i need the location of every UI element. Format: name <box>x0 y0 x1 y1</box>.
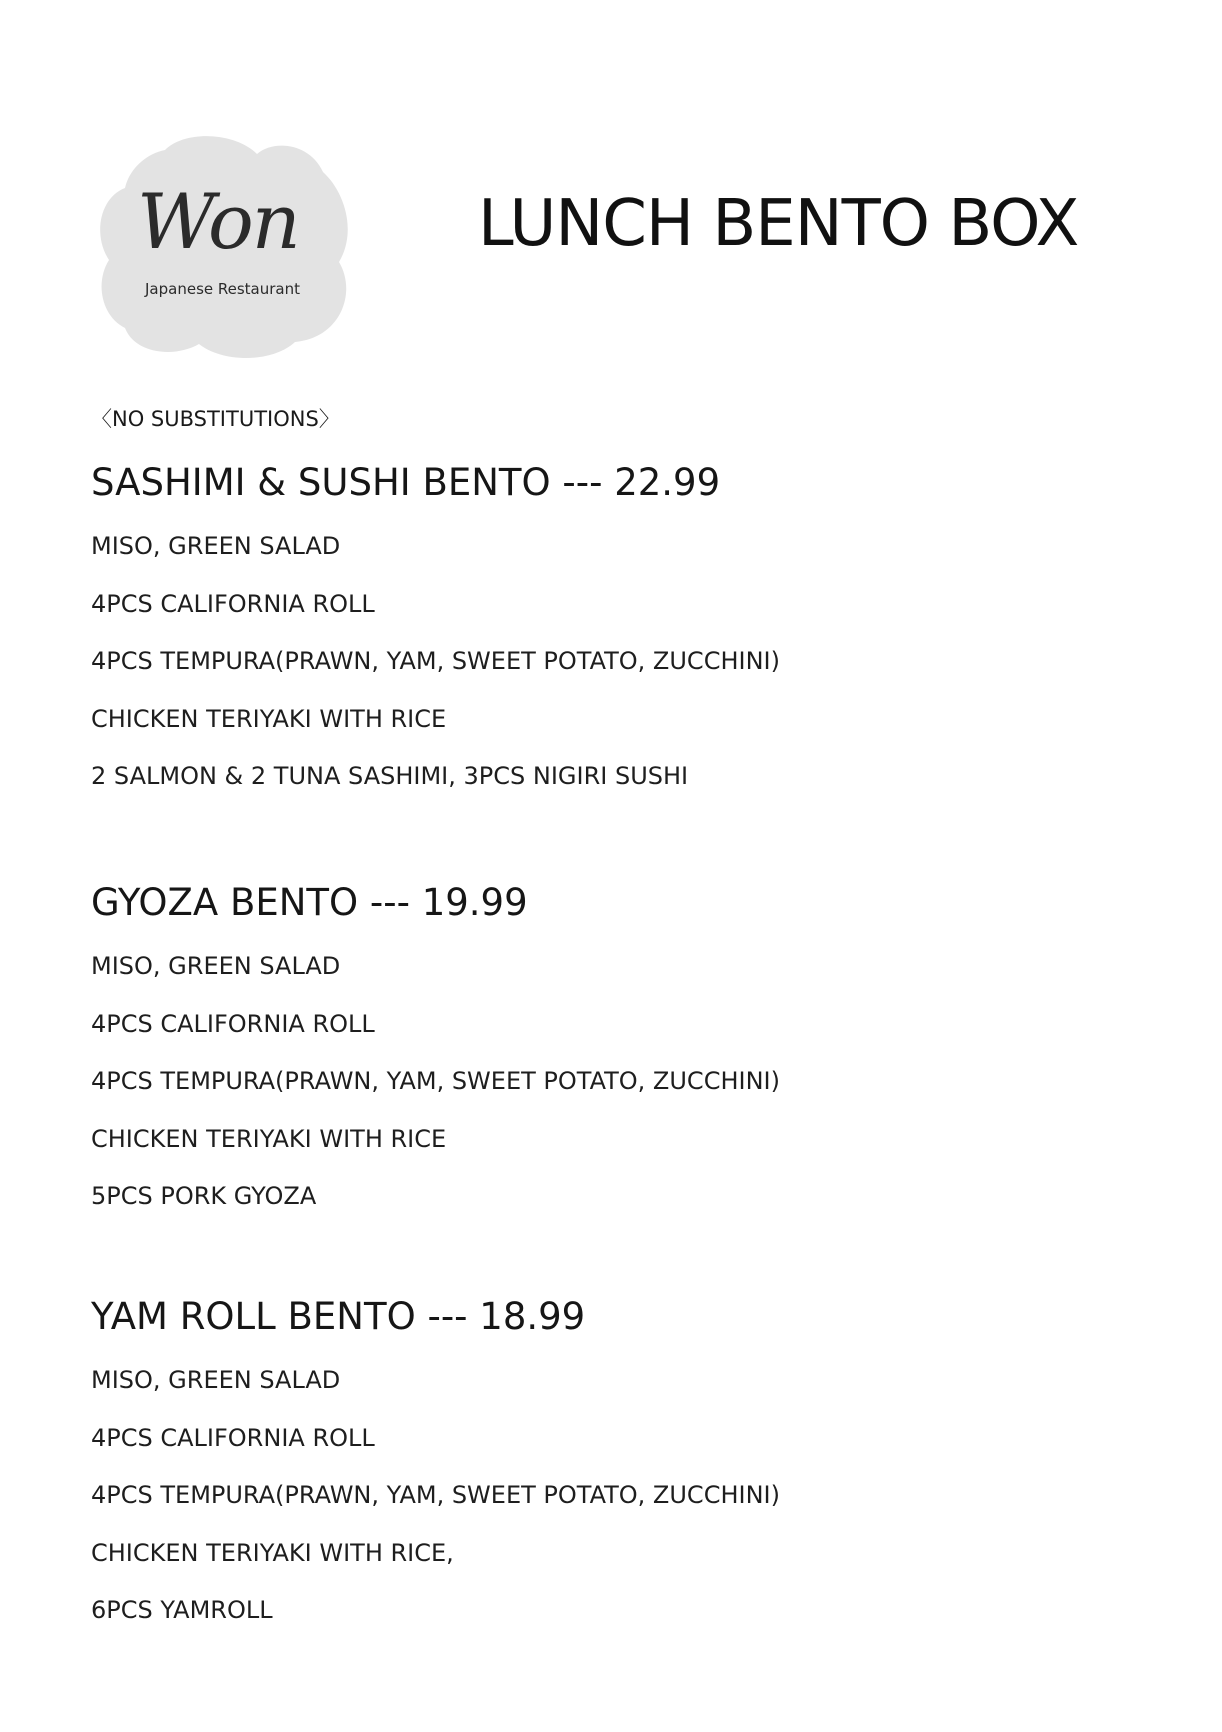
list-item: 5PCS PORK GYOZA <box>91 1182 317 1210</box>
section-title: SASHIMI & SUSHI BENTO --- 22.99 <box>91 461 721 504</box>
menu-section-gyoza <box>91 880 780 1226</box>
page-title: LUNCH BENTO BOX <box>478 187 1079 261</box>
list-item: 4PCS CALIFORNIA ROLL <box>91 589 375 618</box>
list-item: 4PCS CALIFORNIA ROLL <box>91 1009 375 1038</box>
list-item: 4PCS TEMPURA(PRAWN, YAM, SWEET POTATO, ZUCCHINI) <box>91 1067 780 1095</box>
list-item: 4PCS CALIFORNIA ROLL <box>91 1423 375 1452</box>
list-item: 4PCS TEMPURA(PRAWN, YAM, SWEET POTATO, ZUCCHINI) <box>91 1481 780 1509</box>
section-title: YAM ROLL BENTO --- 18.99 <box>91 1295 586 1338</box>
menu-section-sashimi-sushi <box>91 460 780 806</box>
list-item: MISO, GREEN SALAD <box>91 952 341 980</box>
list-item: MISO, GREEN SALAD <box>91 1366 341 1394</box>
restaurant-logo <box>95 132 355 364</box>
item-list <box>91 518 780 806</box>
list-item: 4PCS TEMPURA(PRAWN, YAM, SWEET POTATO, ZUCCHINI) <box>91 647 780 675</box>
item-list <box>91 1352 780 1640</box>
logo-script-text: Won <box>137 177 299 266</box>
no-substitutions-note: 〈NO SUBSTITUTIONS〉 <box>91 407 340 431</box>
section-title: GYOZA BENTO --- 19.99 <box>91 881 528 924</box>
list-item: MISO, GREEN SALAD <box>91 532 341 560</box>
list-item: 6PCS YAMROLL <box>91 1596 273 1624</box>
list-item: CHICKEN TERIYAKI WITH RICE <box>91 1124 447 1153</box>
menu-section-yam-roll <box>91 1294 780 1640</box>
list-item: CHICKEN TERIYAKI WITH RICE <box>91 704 447 733</box>
list-item: CHICKEN TERIYAKI WITH RICE, <box>91 1538 454 1567</box>
item-list <box>91 938 780 1226</box>
list-item: 2 SALMON & 2 TUNA SASHIMI, 3PCS NIGIRI SUSHI <box>91 762 689 790</box>
logo-subtitle: Japanese Restaurant <box>145 280 300 298</box>
